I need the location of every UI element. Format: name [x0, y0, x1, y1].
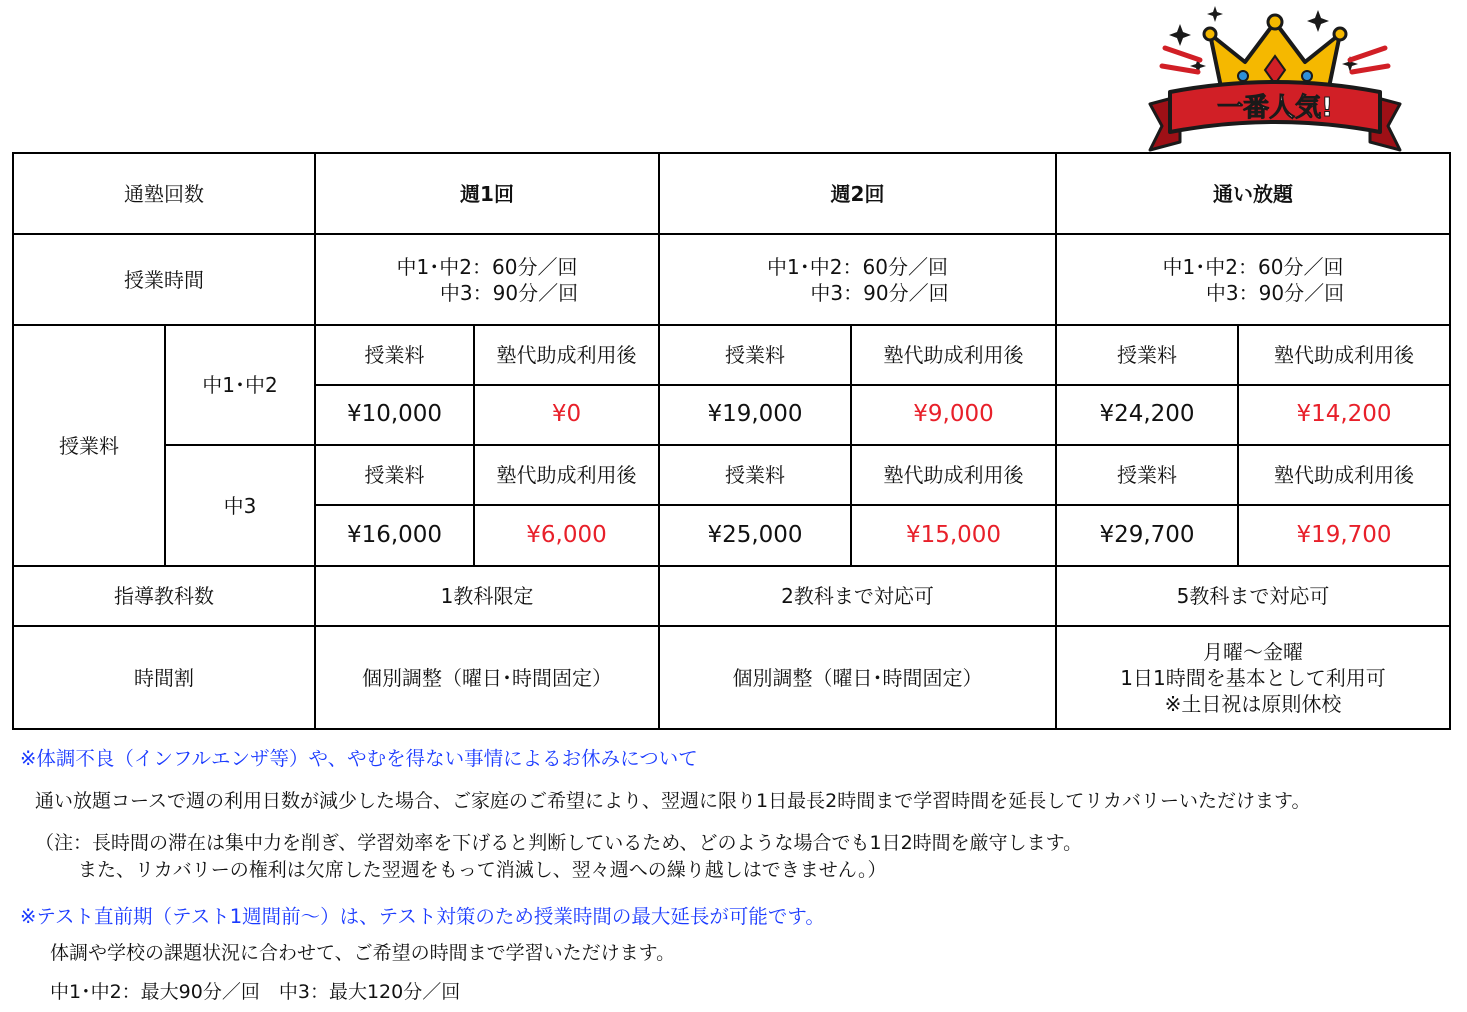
plan-header-weekly-2: 週2回: [830, 181, 885, 206]
after-subsidy-value: ¥0: [551, 401, 582, 428]
note-absence-caveat-1: （注：長時間の滞在は集中力を削ぎ、学習効率を下げると判断しているため、どのような場合でも1日2時間を厳守します。: [35, 832, 1083, 854]
fee-label: 授業料: [364, 343, 425, 367]
note-absence-title: ※体調不良（インフルエンザ等）や、やむを得ない事情によるお休みについて: [20, 747, 698, 770]
subjects-plan3: 5教科まで対応可: [1176, 584, 1330, 608]
badge-text: 一番人気!: [1217, 93, 1333, 123]
subjects-plan1: 1教科限定: [440, 584, 534, 608]
schedule-plan2: 個別調整（曜日･時間固定）: [732, 665, 983, 690]
row-label-schedule: 時間割: [134, 665, 194, 690]
class-time-plan1: 中1･中2：60分／回 中3：90分／回: [396, 254, 579, 305]
after-subsidy-label: 塾代助成利用後: [1274, 343, 1414, 367]
fee-label: 授業料: [1117, 463, 1177, 487]
class-time-plan3: 中1･中2：60分／回 中3：90分／回: [1162, 254, 1345, 305]
fee-label: 授業料: [725, 343, 785, 367]
fee-value: ¥19,000: [707, 401, 803, 428]
fee-value: ¥29,700: [1099, 521, 1195, 548]
fee-value: ¥16,000: [346, 521, 443, 548]
after-subsidy-value: ¥15,000: [905, 521, 1002, 548]
plan-header-unlimited: 通い放題: [1213, 181, 1293, 206]
after-subsidy-label: 塾代助成利用後: [883, 463, 1024, 487]
subjects-plan2: 2教科まで対応可: [781, 584, 934, 608]
schedule-plan1: 個別調整（曜日･時間固定）: [362, 665, 612, 690]
after-subsidy-value: ¥6,000: [526, 521, 607, 548]
schedule-plan3: 月曜～金曜 1日1時間を基本として利用可 ※土日祝は原則休校: [1120, 639, 1386, 716]
grade-label-1-2: 中1･中2: [202, 373, 278, 397]
row-label-class-time: 授業時間: [124, 267, 204, 292]
after-subsidy-value: ¥9,000: [913, 401, 994, 428]
fee-label: 授業料: [364, 463, 425, 487]
row-label-subjects: 指導教科数: [114, 584, 214, 608]
note-test-title: ※テスト直前期（テスト1週間前～）は、テスト対策のため授業時間の最大延長が可能です。: [20, 905, 825, 928]
fee-label: 授業料: [725, 463, 785, 487]
class-time-plan2: 中1･中2：60分／回 中3：90分／回: [767, 254, 949, 305]
plan-header-weekly-1: 週1回: [460, 181, 514, 206]
note-test-times: 中1･中2：最大90分／回 中3：最大120分／回: [50, 981, 461, 1003]
after-subsidy-label: 塾代助成利用後: [496, 463, 637, 487]
grade-label-3: 中3: [223, 493, 257, 518]
fee-value: ¥10,000: [346, 401, 443, 428]
after-subsidy-value: ¥14,200: [1296, 401, 1392, 428]
fee-label: 授業料: [1117, 343, 1177, 367]
after-subsidy-label: 塾代助成利用後: [1274, 463, 1414, 487]
note-absence-caveat-2: また、リカバリーの権利は欠席した翌週をもって消滅し、翌々週への繰り越しはできません。）: [78, 859, 887, 881]
note-absence-body: 通い放題コースで週の利用日数が減少した場合、ご家庭のご希望により、翌週に限り1日最長2時間まで学習時間を延長してリカバリーいただけます。: [35, 790, 1311, 812]
note-test-body: 体調や学校の課題状況に合わせて、ご希望の時間まで学習いただけます。: [50, 942, 676, 964]
after-subsidy-label: 塾代助成利用後: [496, 343, 637, 367]
row-label-tuition: 授業料: [59, 433, 119, 458]
after-subsidy-label: 塾代助成利用後: [883, 343, 1024, 367]
fee-value: ¥25,000: [707, 521, 803, 548]
fee-value: ¥24,200: [1099, 401, 1195, 428]
row-label-visits: 通塾回数: [124, 181, 204, 206]
after-subsidy-value: ¥19,700: [1296, 521, 1392, 548]
